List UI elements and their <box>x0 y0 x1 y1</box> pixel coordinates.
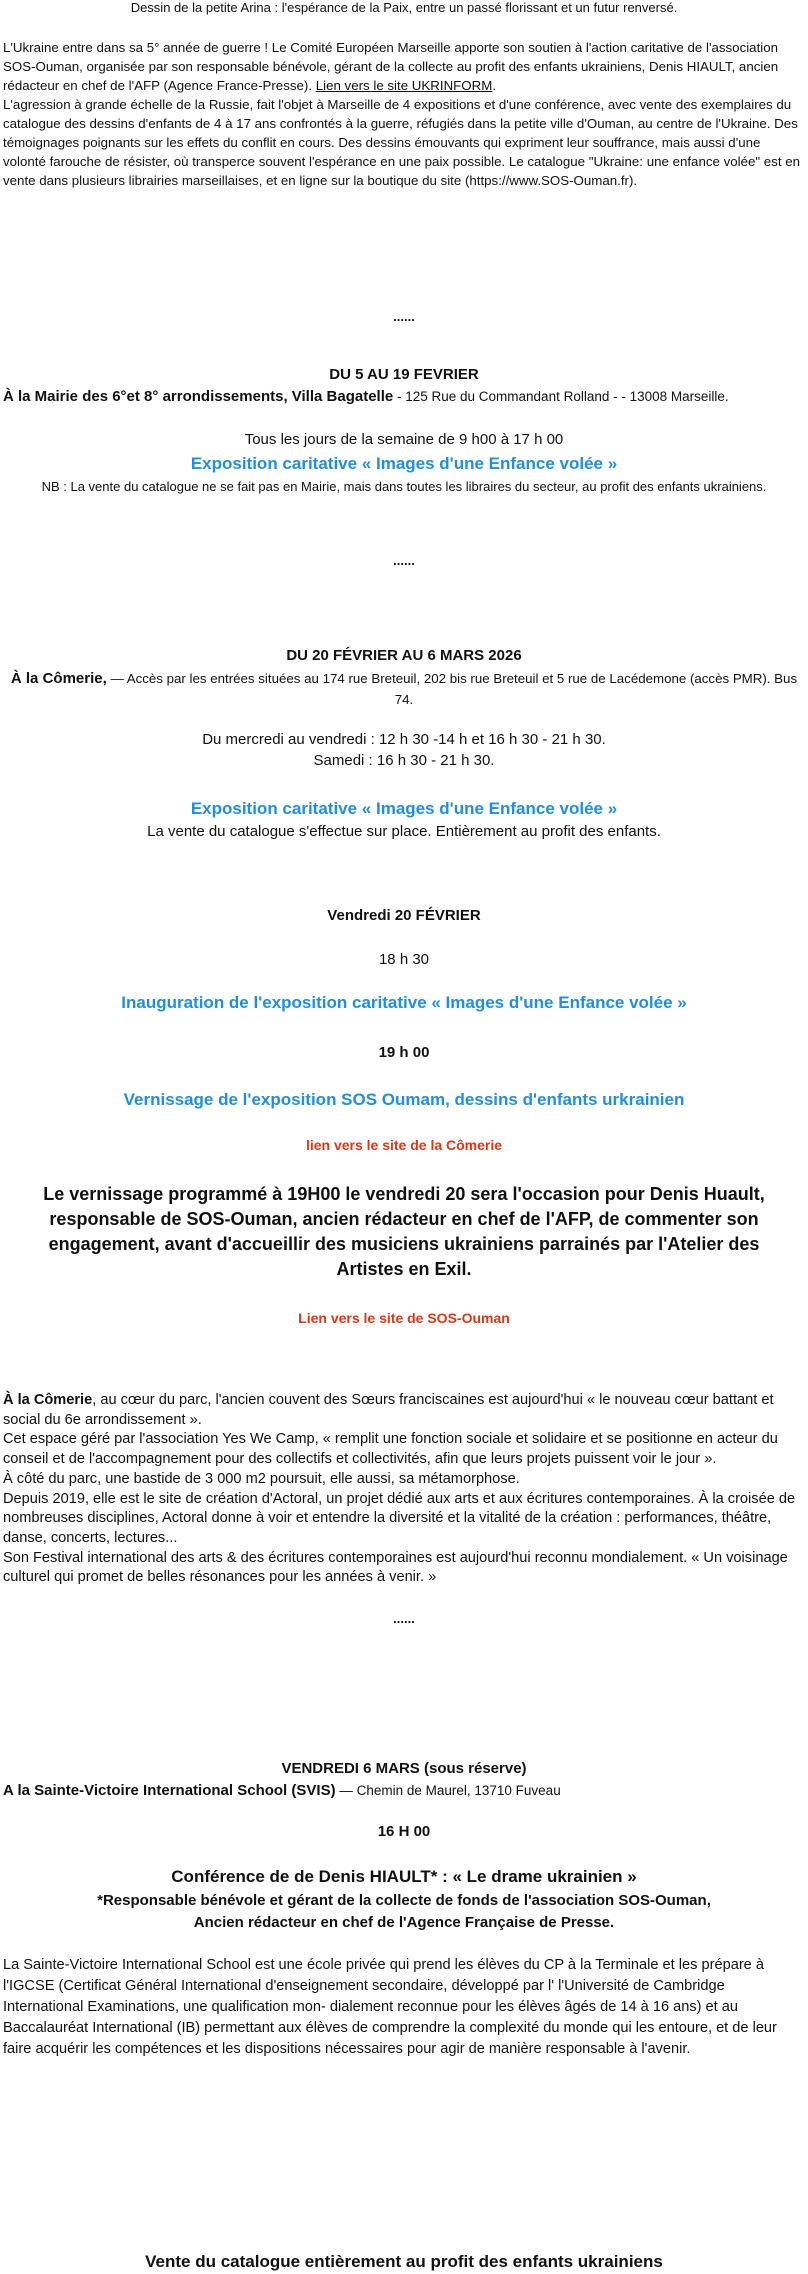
footer-heading: Vente du catalogue entièrement au profit des enfants ukrainiens <box>145 2252 663 2271</box>
separator: ...... <box>393 553 415 568</box>
event4-dates: VENDREDI 6 MARS (sous réserve) <box>281 1760 527 1777</box>
event4-venue: A la Sainte-Victoire International School (SVIS) — Chemin de Maurel, 13710 Fuveau <box>3 1782 561 1799</box>
event4-time: 16 H 00 <box>377 1823 431 1840</box>
event2-note: La vente du catalogue s'effectue sur place. Entièrement au profit des enfants. <box>147 823 661 840</box>
event3-vernissage-title: Vernissage de l'exposition SOS Oumam, dessins d'enfants urkrainien <box>123 1090 685 1109</box>
school-description: La Sainte-Victoire International School est une école privée qui prend les élèves du CP à la Terminale et les prépare à l'IGCSE (Certificat Général International d'enseignement secondaire, développé par l' l'Université de Cambridge International Examinations, une qualification mon- dialement reconnue pour les élèves âgés de 14 à 16 ans) et au Baccalauréat International (IB) permettant aux élèves de comprendre la complexité du monde qui les entoure, et de leur faire acquérir les compétences et les dispositions nécessaires pour agir de manière responsable à l'avenir. <box>3 1957 777 2057</box>
conference-title: Conférence de de Denis HIAULT* : « Le drame ukrainien » <box>171 1867 637 1886</box>
event2-dates: DU 20 FÉVRIER AU 6 MARS 2026 <box>286 647 522 664</box>
separator: ...... <box>393 309 415 324</box>
sos-ouman-link[interactable]: Lien vers le site de SOS-Ouman <box>298 1310 510 1326</box>
event1-venue: À la Mairie des 6°et 8° arrondissements, Villa Bagatelle - 125 Rue du Commandant Rolland - - 13008 Marseille. <box>3 388 729 405</box>
comerie-description: À la Cômerie, au cœur du parc, l'ancien couvent des Sœurs franciscaines est aujourd'hui « le nouveau cœur battant et social du 6e arrondissement ». Cet espace géré par l'association Yes We Camp, « remplit une fonction sociale et solidaire et se positionne en acteur du conseil et de l'accompagnement pour des collectifs et collectivités, afin que leurs projets puissent voir le jour ». À côté du parc, une bastide de 3 000 m2 poursuit, elle aussi, sa métamorphose. Depuis 2019, elle est le site de création d'Actoral, un projet dédié aux arts et aux écritures contemporaines. À la croisée de nombreuses disciplines, Actoral donne à voir et entendre la diversité et la vitalité de la création : performances, théâtre, danse, concerts, lectures... Son Festival international des arts & des écritures contemporaines est aujourd'hui reconnu mondialement. « Un voisinage culturel qui promet de belles résonances pour les années à venir. » <box>3 1392 796 1586</box>
event3-time1: 18 h 30 <box>378 951 430 968</box>
event2-hours: Du mercredi au vendredi : 12 h 30 -14 h et 16 h 30 - 21 h 30. Samedi : 16 h 30 - 21 h 30. <box>202 731 606 769</box>
event1-dates: DU 5 AU 19 FEVRIER <box>329 366 479 383</box>
intro-paragraph: L'Ukraine entre dans sa 5° année de guerre ! Le Comité Européen Marseille apporte son soutien à l'action caritative de l'association SOS-Ouman, organisée par son responsable bénévole, gérant de la collecte au profit des enfants ukrainiens, Denis HIAULT, ancien rédacteur en chef de l'AFP (Agence France-Presse). Lien vers le site UKRINFORM. <box>3 40 779 93</box>
intro-section <box>0 38 808 190</box>
event1-title: Exposition caritative « Images d'une Enfance volée » <box>190 454 618 473</box>
event3-highlight: Le vernissage programmé à 19H00 le vendredi 20 sera l'occasion pour Denis Huault, responsable de SOS-Ouman, ancien rédacteur en chef de l'AFP, de commenter son engagement, avant d'accueillir des musiciens ukrainiens parrainés par l'Atelier des Artistes en Exil. <box>43 1184 765 1279</box>
event3-inauguration-title: Inauguration de l'exposition caritative « Images d'une Enfance volée » <box>121 993 687 1012</box>
separator: ...... <box>393 1611 415 1626</box>
event1-note: NB : La vente du catalogue ne se fait pas en Mairie, mais dans toutes les libraires du secteur, au profit des enfants ukrainiens. <box>41 479 767 494</box>
event1-hours: Tous les jours de la semaine de 9 h00 à 17 h 00 <box>244 431 564 448</box>
intro-paragraph-2: L'agression à grande échelle de la Russie, fait l'objet à Marseille de 4 expositions et d'une conférence, avec vente des exemplaires du catalogue des dessins d'enfants de 4 à 17 ans confrontés à la guerre, réfugiés dans la petite ville d'Ouman, au centre de l'Ukraine. Des témoignages poignants sur les effets du conflit en cours. Des dessins émouvants qui expriment leur souffrance, mais aussi d'une volonté farouche de résister, où transperce souvent l'espérance en une paix possible. Le catalogue "Ukraine: une enfance volée" est en vente dans plusieurs librairies marseillaises, et en ligne sur la boutique du site (https://www.SOS-Ouman.fr). <box>3 97 801 188</box>
image-caption: Dessin de la petite Arina : l'espérance de la Paix, entre un passé florissant et un futur renversé. <box>130 0 678 15</box>
event3-day: Vendredi 20 FÉVRIER <box>327 907 481 924</box>
ukrinform-link[interactable]: Lien vers le site UKRINFORM <box>315 78 493 93</box>
event2-venue: À la Cômerie, — Accès par les entrées situées au 174 rue Breteuil, 202 bis rue Breteuil et 5 rue de Lacédemone (accès PMR). Bus 74. <box>10 670 798 707</box>
comerie-link[interactable]: lien vers le site de la Cômerie <box>305 1137 503 1153</box>
conference-footnote: *Responsable bénévole et gérant de la collecte de fonds de l'association SOS-Ouman, Ancien rédacteur en chef de l'Agence Française de Presse. <box>97 1892 711 1931</box>
event2-title: Exposition caritative « Images d'une Enfance volée » <box>190 799 618 818</box>
event3-time2: 19 h 00 <box>378 1044 430 1061</box>
